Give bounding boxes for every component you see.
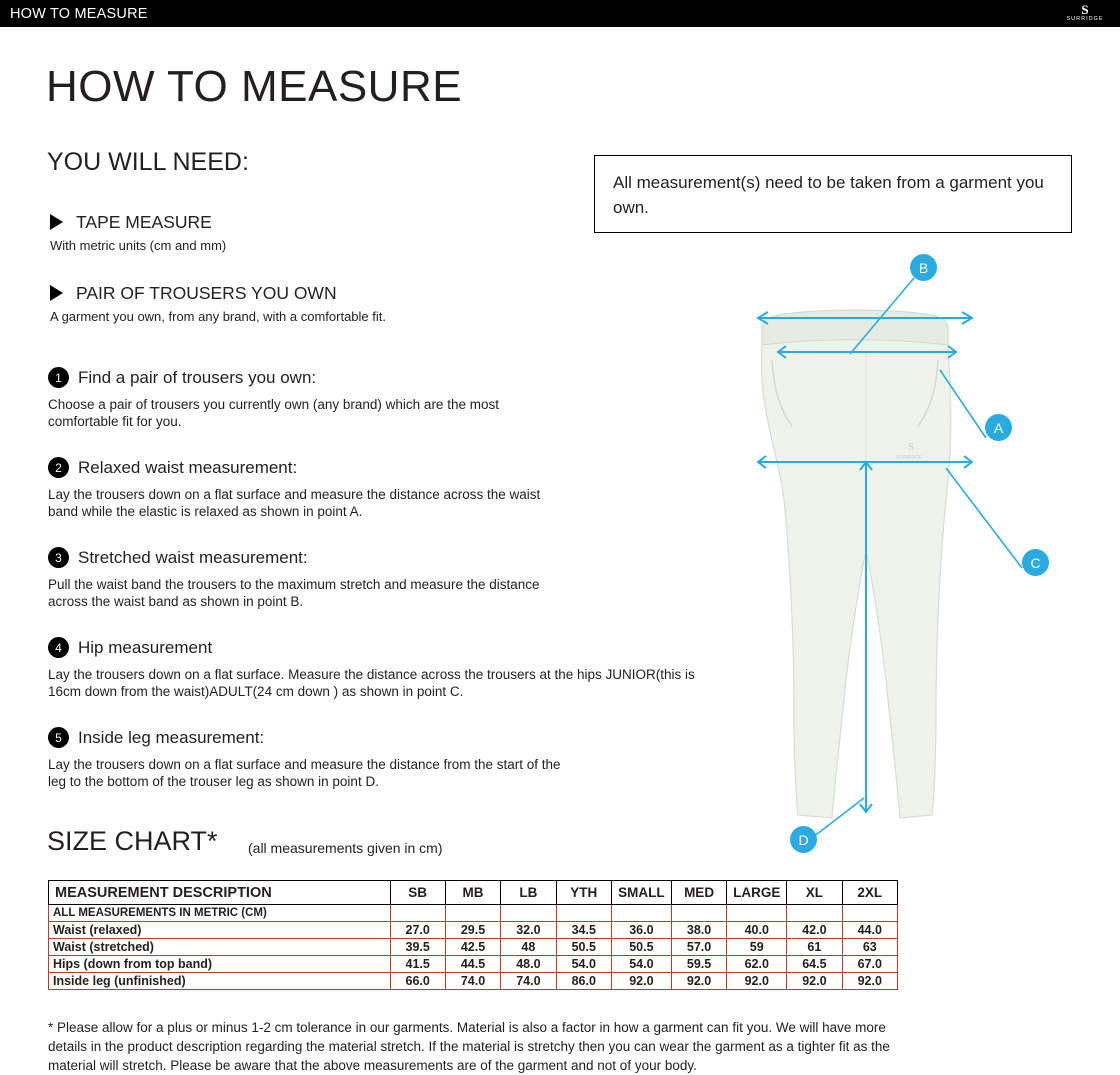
cell: 38.0 — [671, 922, 727, 939]
size-chart-note: (all measurements given in cm) — [248, 840, 443, 856]
step-body-2: Lay the trousers down on a flat surface and measure the distance across the waist band while the elastic is relaxed as shown in point A. — [48, 487, 541, 519]
cell: 92.0 — [611, 973, 671, 990]
cell: 41.5 — [390, 956, 445, 973]
need-item-sub: A garment you own, from any brand, with a comfortable fit. — [50, 309, 386, 324]
header-small: SMALL — [611, 881, 671, 905]
cell: 74.0 — [501, 973, 556, 990]
cell — [390, 905, 445, 922]
step-body-5: Lay the trousers down on a flat surface and measure the distance from the start of the leg to the bottom of the trouser leg as shown in point D. — [48, 757, 561, 789]
cell: 40.0 — [727, 922, 787, 939]
table-row — [49, 905, 898, 922]
page-title: HOW TO MEASURE — [46, 62, 463, 111]
cell — [501, 905, 556, 922]
step-number-3: 3 — [48, 547, 69, 568]
cell: 66.0 — [390, 973, 445, 990]
header-xl: XL — [787, 881, 842, 905]
cell: 67.0 — [842, 956, 897, 973]
header-description: MEASUREMENT DESCRIPTION — [49, 881, 391, 905]
cell: 42.0 — [787, 922, 842, 939]
step-title-3: Stretched waist measurement: — [78, 548, 308, 567]
cell: 61 — [787, 939, 842, 956]
you-will-need-heading: YOU WILL NEED: — [47, 148, 249, 176]
need-item-title: TAPE MEASURE — [76, 212, 212, 232]
table-row — [49, 939, 898, 956]
cell — [787, 905, 842, 922]
step-title-2: Relaxed waist measurement: — [78, 458, 298, 477]
cell — [842, 905, 897, 922]
header-sb: SB — [390, 881, 445, 905]
triangle-bullet-icon — [50, 214, 63, 230]
trousers-diagram — [700, 250, 1100, 870]
row-label: Waist (relaxed) — [49, 922, 391, 939]
cell: 59.5 — [671, 956, 727, 973]
cell: 44.0 — [842, 922, 897, 939]
step-number-4: 4 — [48, 637, 69, 658]
cell: 42.5 — [445, 939, 500, 956]
step-body-1: Choose a pair of trousers you currently own (any brand) which are the most comfortable fit for you. — [48, 397, 499, 429]
step-body-4: Lay the trousers down on a flat surface. Measure the distance across the trousers at the hips JUNIOR(this is 16cm down from the waist)ADULT(24 cm down ) as shown in point C. — [48, 667, 695, 699]
cell: 64.5 — [787, 956, 842, 973]
step-title-5: Inside leg measurement: — [78, 728, 265, 747]
header-large: LARGE — [727, 881, 787, 905]
need-item-title: PAIR OF TROUSERS YOU OWN — [76, 283, 337, 303]
callout-d: D — [790, 826, 817, 853]
cell — [445, 905, 500, 922]
cell: 48 — [501, 939, 556, 956]
cell: 54.0 — [611, 956, 671, 973]
cell: 29.5 — [445, 922, 500, 939]
cell: 92.0 — [727, 973, 787, 990]
brand-logo — [1056, 1, 1114, 26]
need-item-sub: With metric units (cm and mm) — [50, 238, 227, 253]
cell: 57.0 — [671, 939, 727, 956]
header-2xl: 2XL — [842, 881, 897, 905]
callout-c: C — [1022, 549, 1049, 576]
header-med: MED — [671, 881, 727, 905]
cell: 36.0 — [611, 922, 671, 939]
step-title-1: Find a pair of trousers you own: — [78, 368, 317, 387]
cell: 62.0 — [727, 956, 787, 973]
step-title-4: Hip measurement — [78, 638, 213, 657]
triangle-bullet-icon — [50, 285, 63, 301]
row-label: Hips (down from top band) — [49, 956, 391, 973]
leader-line-c — [946, 468, 1022, 568]
step-number-5: 5 — [48, 727, 69, 748]
cell: 74.0 — [445, 973, 500, 990]
callout-b: B — [910, 254, 937, 281]
table-row — [49, 922, 898, 939]
note-box — [594, 155, 1072, 233]
trousers-shape — [761, 310, 950, 818]
row-label: Waist (stretched) — [49, 939, 391, 956]
cell — [671, 905, 727, 922]
cell: 32.0 — [501, 922, 556, 939]
cell: 34.5 — [556, 922, 611, 939]
callout-a: A — [985, 414, 1012, 441]
note-box-text: All measurement(s) need to be taken from a garment you own. — [613, 173, 1044, 217]
brand-mark: S — [1081, 2, 1089, 17]
cell: 86.0 — [556, 973, 611, 990]
cell: 92.0 — [787, 973, 842, 990]
footnote: * Please allow for a plus or minus 1-2 cm tolerance in our garments. Material is also a factor in how a garment can fit you. We will have more details in the product description regarding the material stretch. If the material is stretchy then you can wear the garment as a tighter fit as the material will stretch. Please be aware that the above measurements are of the garment and not of your body. — [48, 1020, 890, 1073]
cell: 92.0 — [671, 973, 727, 990]
cell — [611, 905, 671, 922]
cell — [727, 905, 787, 922]
cell: 63 — [842, 939, 897, 956]
table-row — [49, 973, 898, 990]
cell: 92.0 — [842, 973, 897, 990]
table-row — [49, 956, 898, 973]
cell: 50.5 — [556, 939, 611, 956]
cell: 59 — [727, 939, 787, 956]
top-bar-title: HOW TO MEASURE — [10, 6, 148, 22]
cell: 50.5 — [611, 939, 671, 956]
header-yth: YTH — [556, 881, 611, 905]
size-chart-heading: SIZE CHART* — [47, 826, 218, 856]
svg-text:S: S — [908, 441, 915, 453]
cell: 39.5 — [390, 939, 445, 956]
svg-text:SURRIDGE: SURRIDGE — [896, 455, 923, 461]
table-header-row — [49, 881, 898, 905]
cell: 54.0 — [556, 956, 611, 973]
cell: 48.0 — [501, 956, 556, 973]
cell — [556, 905, 611, 922]
metric-note-cell: ALL MEASUREMENTS IN METRIC (CM) — [49, 905, 391, 922]
step-number-2: 2 — [48, 457, 69, 478]
brand-name: SURRIDGE — [1066, 16, 1104, 22]
step-body-3: Pull the waist band the trousers to the maximum stretch and measure the distance across the waist band as shown in point B. — [48, 577, 540, 609]
top-bar — [0, 0, 1120, 27]
header-lb: LB — [501, 881, 556, 905]
step-number-1: 1 — [48, 367, 69, 388]
waistband — [762, 310, 948, 345]
size-chart-table — [48, 880, 898, 990]
header-mb: MB — [445, 881, 500, 905]
cell: 44.5 — [445, 956, 500, 973]
cell: 27.0 — [390, 922, 445, 939]
row-label: Inside leg (unfinished) — [49, 973, 391, 990]
